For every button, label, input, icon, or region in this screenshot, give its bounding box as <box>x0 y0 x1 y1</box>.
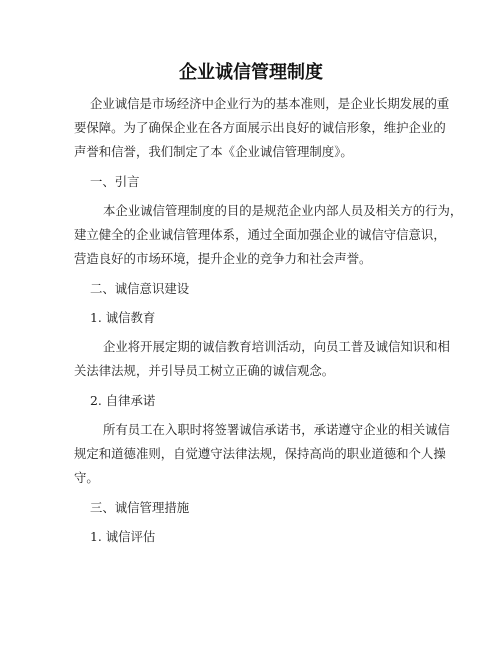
section-2-heading: 二、诚信意识建设 <box>90 281 190 296</box>
section-2-item-2-line-1: 所有员工在入职时将签署诚信承诺书，承诺遵守企业的相关诚信 <box>103 422 450 437</box>
intro-line-1: 企业诚信是市场经济中企业行为的基本准则，是企业长期发展的重 <box>90 96 450 111</box>
intro-line-3: 声誉和信誉，我们制定了本《企业诚信管理制度》。 <box>74 144 353 159</box>
section-1-line-1: 本企业诚信管理制度的目的是规范企业内部人员及相关方的行为， <box>103 203 463 218</box>
section-2-item-2-heading: 2. 自律承诺 <box>90 393 156 408</box>
section-3-heading: 三、诚信管理措施 <box>90 500 190 515</box>
section-1-line-2: 建立健全的企业诚信管理体系，通过全面加强企业的诚信守信意识， <box>74 227 446 242</box>
section-2-item-1-line-1: 企业将开展定期的诚信教育培训活动，向员工普及诚信知识和相 <box>103 339 450 354</box>
section-3-item-1-heading: 1. 诚信评估 <box>90 529 156 544</box>
section-2-item-2-line-3: 守。 <box>74 470 99 485</box>
section-1-line-3: 营造良好的市场环境，提升企业的竞争力和社会声誉。 <box>74 251 372 266</box>
section-1-heading: 一、引言 <box>90 174 140 189</box>
intro-line-2: 要保障。为了确保企业在各方面展示出良好的诚信形象，维护企业的 <box>74 120 446 135</box>
section-2-item-2-line-2: 规定和道德准则，自觉遵守法律法规，保持高尚的职业道德和个人操 <box>74 446 446 461</box>
section-2-item-1-heading: 1. 诚信教育 <box>90 310 156 325</box>
document-title: 企业诚信管理制度 <box>179 62 323 83</box>
section-2-item-1-line-2: 关法律法规，并引导员工树立正确的诚信观念。 <box>74 363 335 378</box>
